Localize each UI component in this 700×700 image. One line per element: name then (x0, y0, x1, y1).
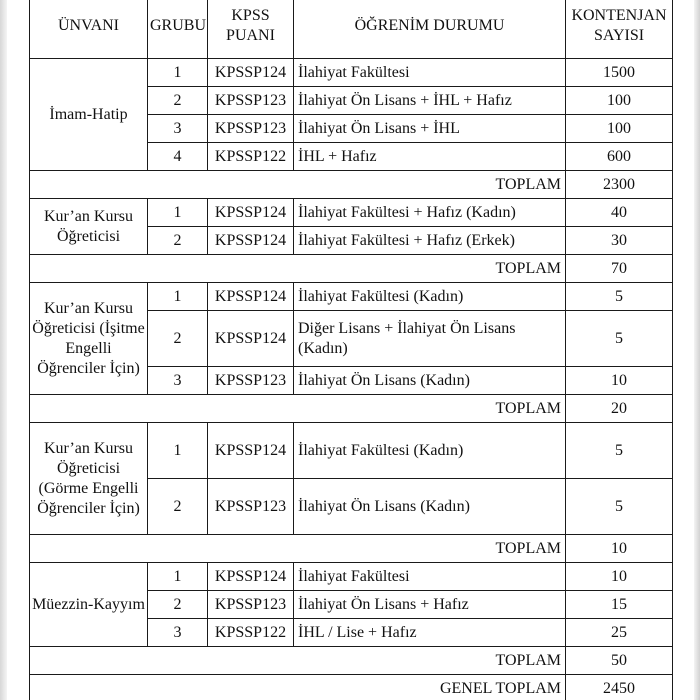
grup-cell: 2 (148, 591, 208, 619)
total-label: TOPLAM (30, 255, 566, 283)
group-title: Müezzin-Kayyım (30, 563, 148, 647)
kpss-cell: KPSSP123 (208, 591, 294, 619)
ogrenim-cell: İlahiyat Ön Lisans + Hafız (294, 591, 566, 619)
table-row (30, 283, 673, 311)
group-title: Kur’an Kursu Öğreticisi (İşitme Engelli Öğrenciler İçin) (30, 283, 148, 395)
kontenjan-cell: 5 (566, 479, 673, 535)
table-row (30, 423, 673, 479)
kontenjan-cell: 5 (566, 423, 673, 479)
kontenjan-cell: 40 (566, 199, 673, 227)
grup-cell: 3 (148, 367, 208, 395)
kpss-cell: KPSSP124 (208, 283, 294, 311)
grand-total-value: 2450 (566, 675, 673, 700)
kpss-cell: KPSSP123 (208, 479, 294, 535)
ogrenim-cell: İHL + Hafız (294, 143, 566, 171)
grup-cell: 3 (148, 619, 208, 647)
group-title: Kur’an Kursu Öğreticisi (30, 199, 148, 255)
header-row (30, 0, 673, 59)
group-title: Kur’an Kursu Öğreticisi (Görme Engelli Öğrenciler İçin) (30, 423, 148, 535)
kpss-cell: KPSSP124 (208, 227, 294, 255)
ogrenim-cell: İlahiyat Ön Lisans + İHL + Hafız (294, 87, 566, 115)
header-unvan: ÜNVANI (30, 0, 148, 59)
kpss-cell: KPSSP124 (208, 423, 294, 479)
kpss-cell: KPSSP122 (208, 619, 294, 647)
total-label: TOPLAM (30, 171, 566, 199)
kontenjan-cell: 30 (566, 227, 673, 255)
grand-total-row (30, 675, 673, 700)
grup-cell: 1 (148, 199, 208, 227)
grup-cell: 1 (148, 563, 208, 591)
grup-cell: 2 (148, 311, 208, 367)
grup-cell: 3 (148, 115, 208, 143)
kontenjan-cell: 10 (566, 563, 673, 591)
header-ogrenim: ÖĞRENİM DURUMU (294, 0, 566, 59)
kpss-cell: KPSSP123 (208, 87, 294, 115)
total-value: 50 (566, 647, 673, 675)
ogrenim-cell: İlahiyat Fakültesi (Kadın) (294, 423, 566, 479)
total-label: TOPLAM (30, 647, 566, 675)
total-row (30, 395, 673, 423)
ogrenim-cell: İlahiyat Ön Lisans + İHL (294, 115, 566, 143)
kpss-cell: KPSSP123 (208, 367, 294, 395)
total-label: TOPLAM (30, 395, 566, 423)
total-row (30, 255, 673, 283)
kpss-cell: KPSSP124 (208, 59, 294, 87)
kontenjan-cell: 100 (566, 115, 673, 143)
ogrenim-cell: İlahiyat Fakültesi (Kadın) (294, 283, 566, 311)
header-grup: GRUBU (148, 0, 208, 59)
group-title: İmam-Hatip (30, 59, 148, 171)
table-row (30, 59, 673, 87)
ogrenim-cell: İlahiyat Fakültesi (294, 563, 566, 591)
ogrenim-cell: Diğer Lisans + İlahiyat Ön Lisans (Kadın) (294, 311, 566, 367)
kpss-cell: KPSSP122 (208, 143, 294, 171)
table-row (30, 563, 673, 591)
kontenjan-cell: 600 (566, 143, 673, 171)
header-kontenjan: KONTENJAN SAYISI (566, 0, 673, 59)
kontenjan-cell: 1500 (566, 59, 673, 87)
ogrenim-cell: İlahiyat Ön Lisans (Kadın) (294, 367, 566, 395)
table-row (30, 199, 673, 227)
kpss-cell: KPSSP123 (208, 115, 294, 143)
ogrenim-cell: İHL / Lise + Hafız (294, 619, 566, 647)
grup-cell: 1 (148, 423, 208, 479)
kontenjan-cell: 25 (566, 619, 673, 647)
kontenjan-cell: 5 (566, 283, 673, 311)
total-value: 70 (566, 255, 673, 283)
quota-table (29, 0, 673, 700)
kontenjan-cell: 5 (566, 311, 673, 367)
kpss-cell: KPSSP124 (208, 199, 294, 227)
grup-cell: 1 (148, 283, 208, 311)
header-kpss: KPSS PUANI (208, 0, 294, 59)
total-row (30, 171, 673, 199)
kpss-cell: KPSSP124 (208, 311, 294, 367)
total-row (30, 647, 673, 675)
kpss-cell: KPSSP124 (208, 563, 294, 591)
total-value: 2300 (566, 171, 673, 199)
page-left-edge (0, 0, 7, 700)
page-right-edge (694, 0, 700, 700)
grup-cell: 4 (148, 143, 208, 171)
grup-cell: 2 (148, 87, 208, 115)
total-row (30, 535, 673, 563)
ogrenim-cell: İlahiyat Ön Lisans (Kadın) (294, 479, 566, 535)
kontenjan-cell: 10 (566, 367, 673, 395)
total-label: TOPLAM (30, 535, 566, 563)
kontenjan-cell: 15 (566, 591, 673, 619)
grup-cell: 2 (148, 227, 208, 255)
total-value: 20 (566, 395, 673, 423)
grand-total-label: GENEL TOPLAM (30, 675, 566, 700)
ogrenim-cell: İlahiyat Fakültesi (294, 59, 566, 87)
grup-cell: 1 (148, 59, 208, 87)
kontenjan-cell: 100 (566, 87, 673, 115)
ogrenim-cell: İlahiyat Fakültesi + Hafız (Kadın) (294, 199, 566, 227)
total-value: 10 (566, 535, 673, 563)
grup-cell: 2 (148, 479, 208, 535)
ogrenim-cell: İlahiyat Fakültesi + Hafız (Erkek) (294, 227, 566, 255)
